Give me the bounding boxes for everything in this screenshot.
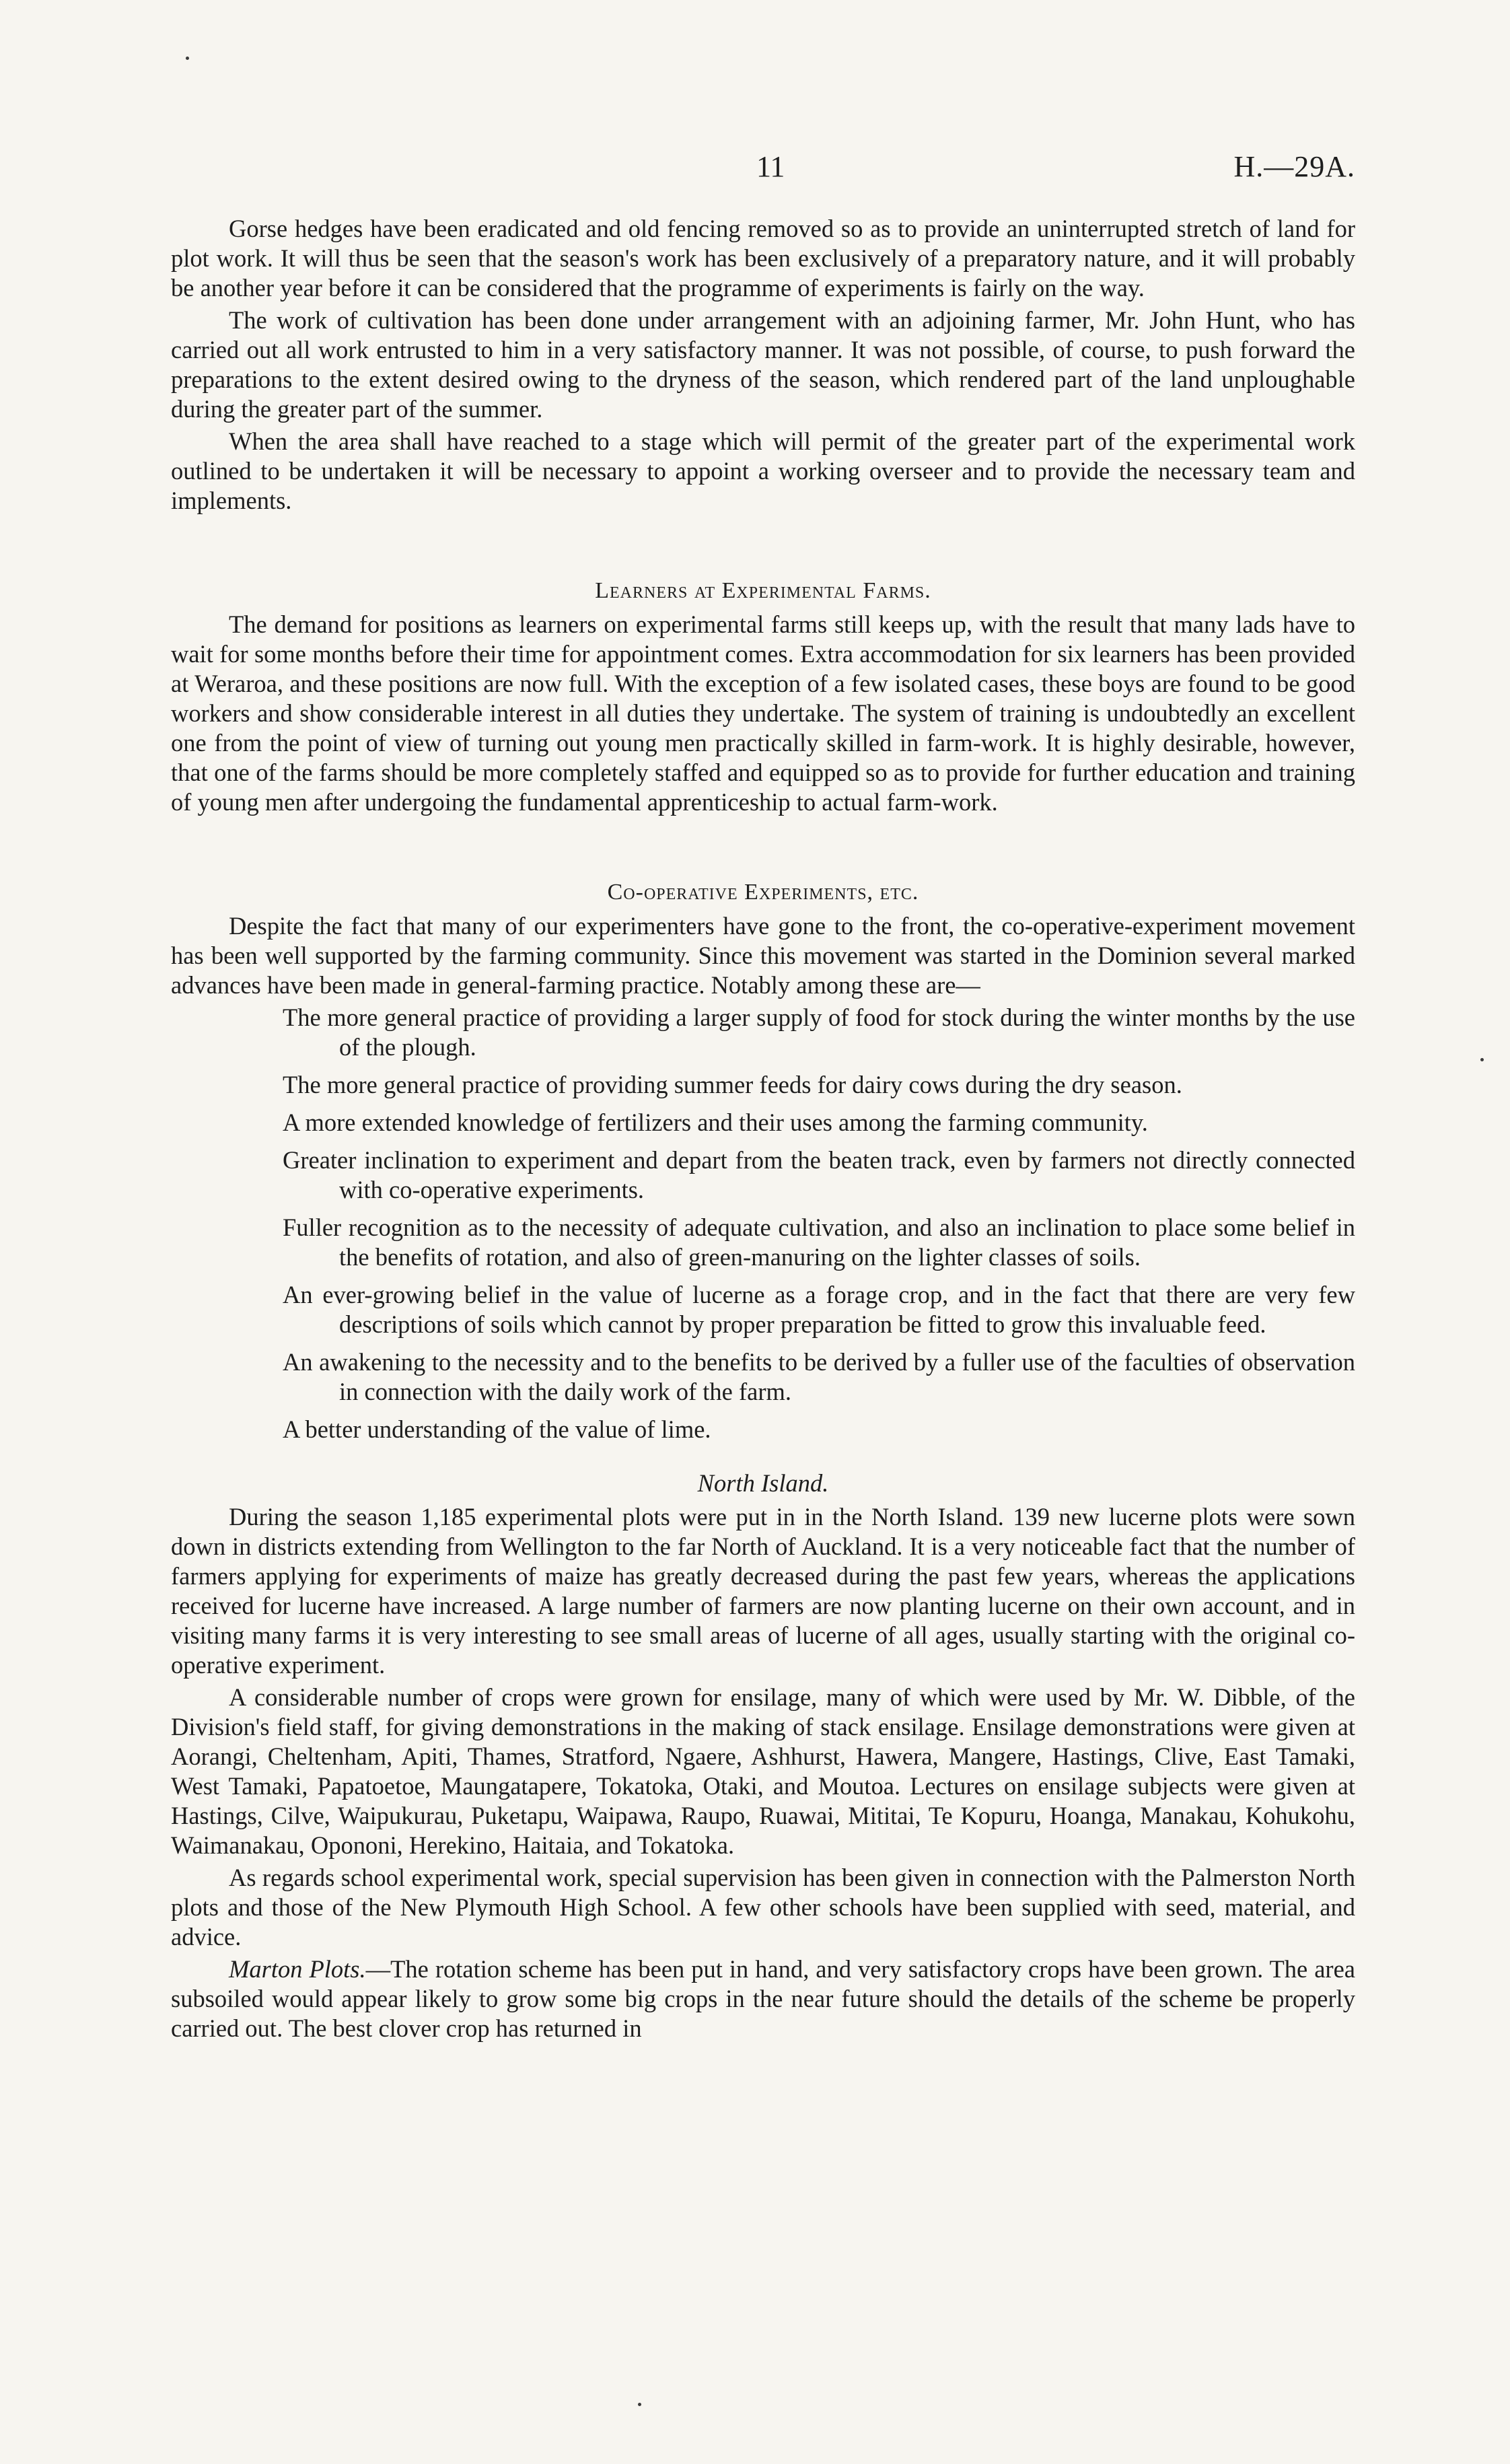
list-item: Fuller recognition as to the necessity of adequate cultivation, and also an inclination to place some belief in the benefits of rotation, and also of green-manuring on the lighter classes of soils. <box>283 1213 1355 1271</box>
scan-speck <box>638 2403 641 2406</box>
subheading-north-island: North Island. <box>697 1469 829 1497</box>
spacer <box>171 518 1355 576</box>
marton-plots-text: —The rotation scheme has been put in hand, and very satisfactory crops have been grown. The area subsoiled would appear likely to grow some big crops in the near future should the details of the scheme be properly carried out. The best clover crop has returned in <box>171 1955 1355 2042</box>
list-item: A better understanding of the value of lime. <box>283 1415 711 1443</box>
page-body <box>171 214 1355 2046</box>
scan-speck <box>186 57 189 60</box>
section-heading-learners: Learners at Experimental Farms. <box>595 578 931 603</box>
intro-paragraph-3: When the area shall have reached to a stage which will permit of the greater part of the experimental work outlined to be undertaken it will be necessary to appoint a working overseer and to provide the necessary team and implements. <box>171 427 1355 514</box>
section-heading-cooperative: Co-operative Experiments, etc. <box>607 880 919 905</box>
spacer <box>171 1452 1355 1469</box>
intro-paragraph-1: Gorse hedges have been eradicated and old fencing removed so as to provide an uninterrupted stretch of land for plot work. It will thus be seen that the season's work has been exclusively of a preparatory nature, and it will probably be another year before it can be considered that the programme of experiments is fairly on the way. <box>171 215 1355 302</box>
list-item: The more general practice of providing a larger supply of food for stock during the winter months by the use of the plough. <box>283 1004 1355 1061</box>
list-item: An ever-growing belief in the value of lucerne as a forage crop, and in the fact that there are very few descriptions of soils which cannot by proper preparation be fitted to grow this invaluable feed. <box>283 1281 1355 1338</box>
marton-plots-paragraph <box>171 1955 1355 2043</box>
list-item: A more extended knowledge of fertilizers and their uses among the farming community. <box>283 1108 1148 1136</box>
north-island-paragraph-3: As regards school experimental work, special supervision has been given in connection with the Palmerston North plots and those of the New Plymouth High School. A few other schools have been supplied with seed, material, and advice. <box>171 1864 1355 1950</box>
advances-list <box>171 1003 1355 1444</box>
list-item: An awakening to the necessity and to the benefits to be derived by a fuller use of the faculties of observation in connection with the daily work of the farm. <box>283 1348 1355 1405</box>
intro-paragraph-2: The work of cultivation has been done under arrangement with an adjoining farmer, Mr. John Hunt, who has carried out all work entrusted to him in a very satisfactory manner. It was not possible, of course, to push forward the preparations to the extent desired owing to the dryness of the season, which rendered part of the land unploughable during the greater part of the summer. <box>171 306 1355 423</box>
cooperative-paragraph: Despite the fact that many of our experimenters have gone to the front, the co-operative-experiment movement has been well supported by the farming community. Since this movement was started in the Dominion several marked advances have been made in general-farming practice. Notably among these are— <box>171 912 1355 999</box>
page-number: 11 <box>756 150 785 183</box>
page-header <box>171 149 1355 190</box>
marton-plots-lead: Marton Plots. <box>229 1955 366 1983</box>
north-island-paragraph-2: A considerable number of crops were grown for ensilage, many of which were used by Mr. W. Dibble, of the Division's field staff, for giving demonstrations in the making of stack ensilage. Ensilage demonstrations were given at Aorangi, Cheltenham, Apiti, Thames, Stratford, Ngaere, Ashhurst, Hawera, Mangere, Hastings, Clive, East Tamaki, West Tamaki, Papatoetoe, Maungatapere, Tokatoka, Otaki, and Moutoa. Lectures on ensilage subjects were given at Hastings, Cilve, Waipukurau, Puketapu, Waipawa, Raupo, Ruawai, Mititai, Te Kopuru, Hoanga, Manakau, Kohukohu, Waimanakau, Opononi, Herekino, Haitaia, and Tokatoka. <box>171 1683 1355 1859</box>
learners-paragraph: The demand for positions as learners on experimental farms still keeps up, with the result that many lads have to wait for some months before their time for appointment comes. Extra accommodation for six learners has been provided at Weraroa, and these positions are now full. With the exception of a few isolated cases, these boys are found to be good workers and show considerable interest in all duties they undertake. The system of training is undoubtedly an excellent one from the point of view of turning out young men practically skilled in farm-work. It is highly desirable, however, that one of the farms should be more completely staffed and equipped so as to provide for further education and training of young men after undergoing the fundamental apprenticeship to actual farm-work. <box>171 610 1355 816</box>
list-item: The more general practice of providing summer feeds for dairy cows during the dry season. <box>283 1071 1182 1098</box>
list-item: Greater inclination to experiment and depart from the beaten track, even by farmers not directly connected with co-operative experiments. <box>283 1146 1355 1203</box>
north-island-paragraph-1: During the season 1,185 experimental plots were put in in the North Island. 139 new lucerne plots were sown down in districts extending from Wellington to the far North of Auckland. It is a very noticeable fact that the number of farmers applying for experiments of maize has greatly decreased during the past few years, whereas the applications received for lucerne have increased. A large number of farmers are now planting lucerne on their own account, and in visiting many farms it is very interesting to see small areas of lucerne of all ages, usually starting with the original co-operative experiment. <box>171 1503 1355 1679</box>
scan-speck <box>1480 1058 1484 1061</box>
spacer <box>171 820 1355 878</box>
document-reference: H.—29A. <box>1233 150 1355 183</box>
